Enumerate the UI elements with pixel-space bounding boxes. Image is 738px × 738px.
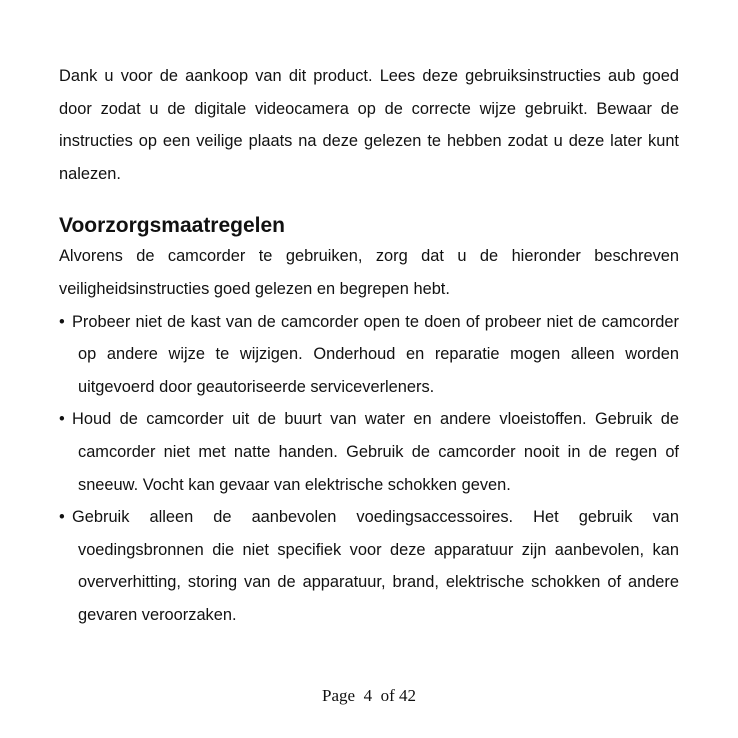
total-pages: 42 xyxy=(398,686,416,705)
list-item xyxy=(59,501,679,631)
precautions-list xyxy=(59,306,679,632)
document-body xyxy=(59,60,679,632)
current-page-number: 4 xyxy=(363,686,373,705)
list-item xyxy=(59,306,679,404)
intro-paragraph: Dank u voor de aankoop van dit product. Lees deze gebruiksinstructies aub goed door zodat u de digitale videocamera op de correcte wijze gebruikt. Bewaar de instructies op een veilige plaats na deze gelezen te hebben zodat u deze later kunt nalezen. xyxy=(59,67,679,183)
bullet-icon: • xyxy=(59,312,65,331)
list-item-text: Gebruik alleen de aanbevolen voedingsaccessoires. Het gebruik van voedingsbronnen die niet specifiek voor deze apparatuur zijn aanbevolen, kan oververhitting, storing van de apparatuur, brand, elektrische schokken of andere gevaren veroorzaken. xyxy=(72,508,679,624)
list-item-text: Houd de camcorder uit de buurt van water en andere vloeistoffen. Gebruik de camcorder niet met natte handen. Gebruik de camcorder nooit in de regen of sneeuw. Vocht kan gevaar van elektrische schokken geven. xyxy=(72,410,679,494)
bullet-icon: • xyxy=(59,410,65,429)
section-heading: Voorzorgsmaatregelen xyxy=(59,214,286,238)
list-item xyxy=(59,403,679,501)
page-footer xyxy=(0,686,738,706)
bullet-icon: • xyxy=(59,508,65,527)
of-label: of xyxy=(380,686,395,705)
list-item-text: Probeer niet de kast van de camcorder open te doen of probeer niet de camcorder op andere wijze te wijzigen. Onderhoud en reparatie mogen alleen worden uitgevoerd door geautoriseerde serviceverleners. xyxy=(72,312,679,396)
page-label: Page xyxy=(322,686,356,705)
section-intro: Alvorens de camcorder te gebruiken, zorg dat u de hieronder beschreven veiligheidsinstructies goed gelezen en begrepen hebt. xyxy=(59,247,679,298)
